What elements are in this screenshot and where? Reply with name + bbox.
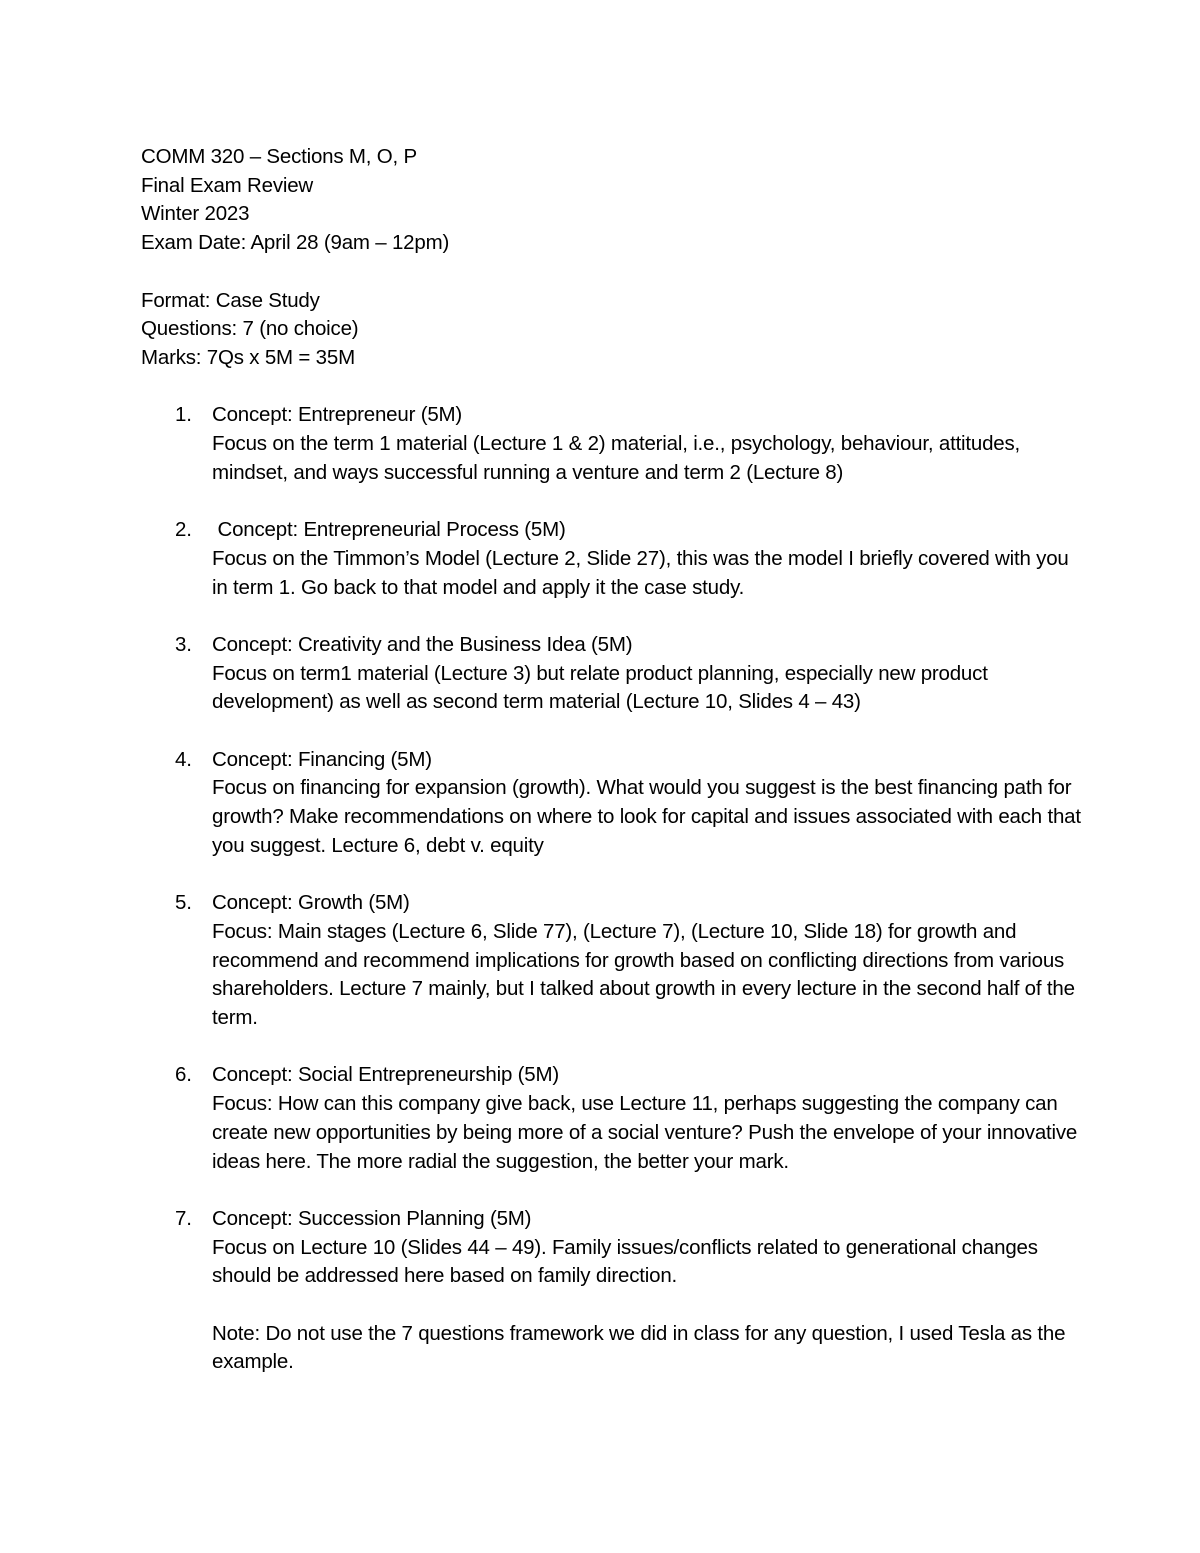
question-concept: Concept: Entrepreneur (5M) bbox=[212, 403, 463, 427]
question-concept: Concept: Growth (5M) bbox=[212, 891, 410, 915]
document-header bbox=[141, 143, 1081, 258]
question-concept: Concept: Creativity and the Business Idea (5M) bbox=[212, 632, 633, 656]
term-label: Winter 2023 bbox=[141, 202, 250, 226]
question-number: 3. bbox=[175, 632, 192, 656]
question-focus: Focus: How can this company give back, use Lecture 11, perhaps suggesting the company can create new opportunities by being more of a social venture? Push the envelope of your innovative ideas here. The more radial the suggestion, the better your mark. bbox=[212, 1092, 1078, 1173]
marks-line: Marks: 7Qs x 5M = 35M bbox=[141, 345, 355, 369]
question-number: 7. bbox=[175, 1206, 192, 1230]
question-focus: Focus on the term 1 material (Lecture 1 & 2) material, i.e., psychology, behaviour, attitudes, mindset, and ways successful running a venture and term 2 (Lecture 8) bbox=[212, 432, 1021, 484]
question-number: 5. bbox=[175, 891, 192, 915]
question-item bbox=[141, 401, 1081, 487]
questions-line: Questions: 7 (no choice) bbox=[141, 317, 359, 341]
document-body bbox=[141, 143, 1081, 1406]
question-number: 1. bbox=[175, 403, 192, 427]
question-focus: Focus: Main stages (Lecture 6, Slide 77), (Lecture 7), (Lecture 10, Slide 18) for growth and recommend and recommend implications for growth based on conflicting directions from various shareholders. Lecture 7 mainly, but I talked about growth in every lecture in the second half of the term. bbox=[212, 919, 1075, 1029]
question-focus: Focus on the Timmon’s Model (Lecture 2, Slide 27), this was the model I briefly covered with you in term 1. Go back to that model and apply it the case study. bbox=[212, 546, 1069, 599]
format-line: Format: Case Study bbox=[141, 288, 320, 312]
spacer bbox=[141, 373, 1081, 402]
exam-note: Note: Do not use the 7 questions framework we did in class for any question, I used Tesla as the example. bbox=[212, 1321, 1066, 1374]
question-number: 4. bbox=[175, 747, 192, 771]
question-concept: Concept: Succession Planning (5M) bbox=[212, 1206, 532, 1230]
course-title: COMM 320 – Sections M, O, P bbox=[141, 145, 417, 168]
question-item bbox=[141, 746, 1081, 861]
document-title: Final Exam Review bbox=[141, 173, 314, 197]
question-item bbox=[141, 1205, 1081, 1377]
question-list bbox=[141, 401, 1081, 1377]
question-focus: Focus on financing for expansion (growth). What would you suggest is the best financing path for growth? Make recommendations on where to look for capital and issues associated with each that you suggest. Lecture 6, debt v. equity bbox=[212, 776, 1081, 857]
question-item bbox=[141, 631, 1081, 717]
exam-date: Exam Date: April 28 (9am – 12pm) bbox=[141, 231, 450, 255]
question-concept: Concept: Social Entrepreneurship (5M) bbox=[212, 1063, 559, 1087]
question-focus: Focus on term1 material (Lecture 3) but relate product planning, especially new product development) as well as second term material (Lecture 10, Slides 4 – 43) bbox=[212, 661, 988, 714]
exam-format-block bbox=[141, 287, 1081, 373]
question-concept: Concept: Entrepreneurial Process (5M) bbox=[212, 518, 566, 542]
question-item bbox=[141, 516, 1081, 602]
question-item bbox=[141, 1061, 1081, 1176]
question-number: 6. bbox=[175, 1063, 192, 1087]
question-concept: Concept: Financing (5M) bbox=[212, 747, 432, 771]
question-number: 2. bbox=[175, 518, 192, 542]
question-focus: Focus on Lecture 10 (Slides 44 – 49). Family issues/conflicts related to generational changes should be addressed here based on family direction. bbox=[212, 1235, 1038, 1288]
question-item bbox=[141, 889, 1081, 1033]
spacer bbox=[141, 258, 1081, 287]
